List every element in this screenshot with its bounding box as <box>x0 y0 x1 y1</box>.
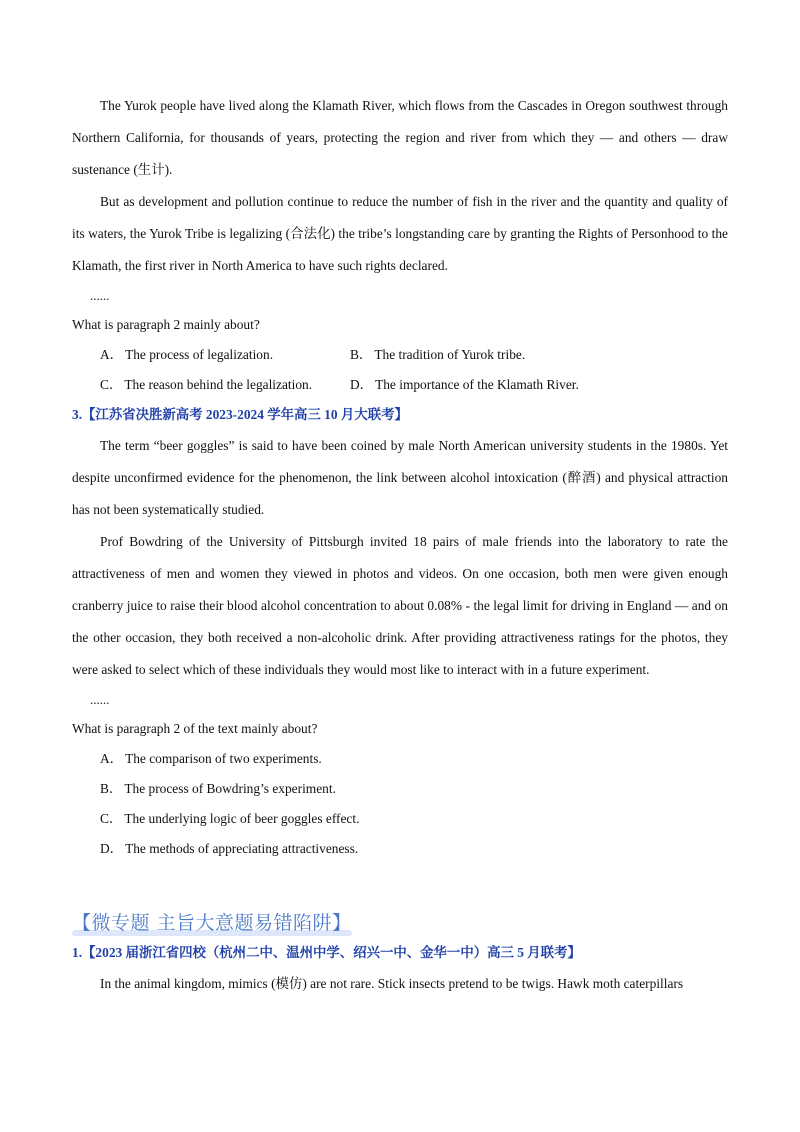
option-letter: D． <box>350 377 374 392</box>
option-text: The comparison of two experiments. <box>125 751 322 766</box>
question-source: 1.【2023 届浙江省四校（杭州二中、温州中学、绍兴一中、金华一中）高三 5 月联考】 <box>72 945 581 960</box>
passage-ellipsis: ...... <box>90 288 110 303</box>
option-text: The methods of appreciating attractiveness. <box>125 841 359 856</box>
option-text: The importance of the Klamath River. <box>375 377 579 392</box>
option-letter: B． <box>350 347 373 362</box>
answer-options <box>72 340 728 400</box>
option-text: The process of legalization. <box>125 347 274 362</box>
option-text: The reason behind the legalization. <box>124 377 313 392</box>
passage-paragraph-1: The term “beer goggles” is said to have been coined by male North American university students in the 1980s. Yet despite unconfirmed evidence for the phenomenon, the link between alcohol intoxication (醉酒) and physical attraction has not been systematically studied. <box>72 438 728 517</box>
question-text: What is paragraph 2 of the text mainly about? <box>72 721 318 736</box>
topic-banner: 【微专题 主旨大意题易错陷阱】 <box>72 908 352 938</box>
passage-paragraph-1: The Yurok people have lived along the Klamath River, which flows from the Cascades in Oregon southwest through Northern California, for thousands of years, protecting the region and river from which they — and others — draw sustenance (生计). <box>72 98 728 177</box>
option-letter: C． <box>100 811 123 826</box>
option-text: The underlying logic of beer goggles effect. <box>124 811 360 826</box>
option-d <box>100 834 728 864</box>
option-text: The process of Bowdring’s experiment. <box>124 781 336 796</box>
option-b <box>100 774 728 804</box>
option-letter: D． <box>100 841 124 856</box>
question-text: What is paragraph 2 mainly about? <box>72 317 260 332</box>
option-a <box>100 340 350 370</box>
passage-ellipsis: ...... <box>90 692 110 707</box>
passage-paragraph-2: But as development and pollution continue to reduce the number of fish in the river and the quantity and quality of its waters, the Yurok Tribe is legalizing (合法化) the tribe’s longstanding care by granting the Rights of Personhood to the Klamath, the first river in North America to have such rights declared. <box>72 194 728 273</box>
option-letter: B． <box>100 781 123 796</box>
question-source: 3.【江苏省决胜新高考 2023-2024 学年高三 10 月大联考】 <box>72 407 408 422</box>
option-d <box>350 370 650 400</box>
document-page <box>72 90 728 1000</box>
option-letter: C． <box>100 377 123 392</box>
passage-paragraph-1: In the animal kingdom, mimics (模仿) are not rare. Stick insects pretend to be twigs. Hawk moth caterpillars <box>100 976 684 991</box>
passage-paragraph-2: Prof Bowdring of the University of Pittsburgh invited 18 pairs of male friends into the laboratory to rate the attractiveness of men and women they viewed in photos and videos. On one occasion, both men were given enough cranberry juice to raise their blood alcohol concentration to about 0.08% - the legal limit for driving in England — and on the other occasion, they both received a non-alcoholic drink. After providing attractiveness ratings for the photos, they were asked to select which of these individuals they would most like to interact with in a future experiment. <box>72 534 728 677</box>
option-letter: A． <box>100 347 124 362</box>
option-text: The tradition of Yurok tribe. <box>374 347 526 362</box>
option-c <box>100 370 350 400</box>
option-a <box>100 744 728 774</box>
option-c <box>100 804 728 834</box>
option-letter: A． <box>100 751 124 766</box>
option-b <box>350 340 650 370</box>
answer-options <box>72 744 728 864</box>
